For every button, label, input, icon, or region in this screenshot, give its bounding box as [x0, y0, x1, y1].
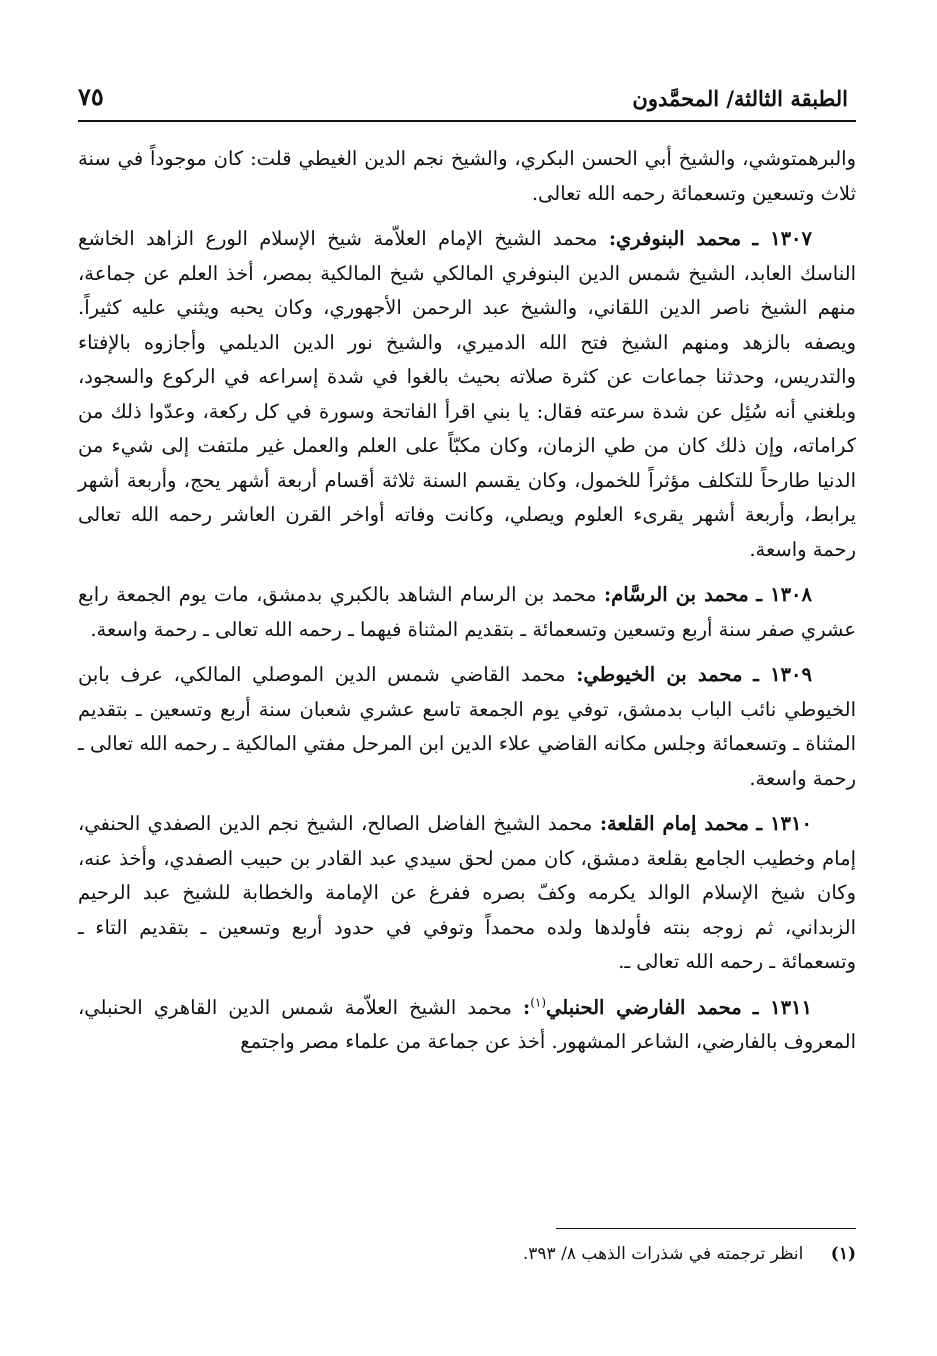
entry-number: ١٣١٠ ـ	[756, 812, 812, 835]
entry-text: محمد الشيخ العلاّمة شمس الدين القاهري الحنبلي، المعروف بالفارضي، الشاعر المشهور. أخذ عن جماعة من علماء مصر واجتمع	[78, 995, 856, 1053]
page-header	[78, 70, 856, 118]
entry-name: محمد بن الرسَّام:	[603, 583, 749, 606]
entry-1309	[78, 658, 856, 796]
footnote	[78, 1240, 856, 1268]
entry-number: ١٣٠٩ ـ	[753, 663, 812, 686]
entry-1311	[78, 991, 856, 1060]
entry-name-colon: :	[522, 995, 531, 1019]
footnote-text: انظر ترجمته في شذرات الذهب ٨/ ٣٩٣.	[522, 1244, 804, 1264]
entry-name: محمد بن الخيوطي:	[576, 663, 743, 686]
entry-name: محمد الفارضي الحنبلي	[546, 995, 742, 1019]
entry-text: محمد الشيخ الإمام العلاّمة شيخ الإسلام الورع الزاهد الخاشع الناسك العابد، الشيخ شمس الدين البنوفري المالكي شيخ المالكية بمصر، أخذ العلم عن جماعة، منهم الشيخ ناصر الدين اللقاني، والشيخ عبد الرحمن الأجهوري، وكان يحبه ويثني عليه كثيراً. ويصفه بالزهد ومنهم الشيخ فتح الله الدميري، والشيخ نور الدين الديلمي وأجازوه بالإفتاء والتدريس، وحدثنا جماعات عن كثرة صلاته بحيث بالغوا في شدة إسراعه في الركوع والسجود، وبلغني أنه سُئِل عن شدة سرعته فقال: يا بني اقرأ الفاتحة وسورة في كل ركعة، وعدّوا ذلك من كراماته، وإن ذلك كان من طي الزمان، وكان مكبّاً على العلم والعمل غير ملتفت إلى شيء من الدنيا طارحاً للتكلف مؤثراً للخمول، وكان يقسم السنة ثلاثة أقسام أربعة أشهر يحج، وأربعة أشهر يرابط، وأربعة أشهر يقرىء العلوم ويصلي، وكانت وفاته أواخر القرن العاشر رحمه الله تعالى رحمة واسعة.	[78, 227, 856, 561]
entry-name: محمد إمام القلعة:	[599, 812, 749, 835]
footnote-reference[interactable]: (١)	[530, 995, 547, 1009]
header-rule	[78, 120, 856, 122]
entry-text: محمد القاضي شمس الدين الموصلي المالكي، عرف بابن الخيوطي نائب الباب بدمشق، توفي يوم الجمعة تاسع عشري شعبان سنة أربع وتسعين ـ بتقديم المثناة ـ وتسعمائة وجلس مكانه القاضي علاء الدين ابن المرحل مفتي المالكية ـ رحمه الله تعالى ـ رحمة واسعة.	[78, 663, 856, 790]
entry-number: ١٣١١ ـ	[752, 995, 812, 1019]
entry-1307	[78, 222, 856, 567]
entry-text: محمد الشيخ الفاضل الصالح، الشيخ نجم الدين الصفدي الحنفي، إمام وخطيب الجامع بقلعة دمشق، كان ممن لحق سيدي عبد القادر بن حبيب الصفدي، وأخذ عنه، وكان شيخ الإسلام الوالد يكرمه وكفّ بصره ففرغ عن الإمامة والخطابة للشيخ عبد الرحيم الزبداني، ثم زوجه بنته فأولدها ولده محمداً وتوفي في حدود أربع وتسعين ـ بتقديم التاء ـ وتسعمائة ـ رحمه الله تعالى ـ.	[78, 812, 856, 973]
entry-1310	[78, 807, 856, 980]
entry-name: محمد البنوفري:	[608, 227, 742, 250]
footnote-marker: (١)	[830, 1244, 856, 1264]
entry-number: ١٣٠٧ ـ	[752, 227, 812, 250]
running-title: الطبقة الثالثة/ المحمَّدون	[632, 86, 848, 111]
page-body	[78, 142, 856, 1071]
entry-1308	[78, 578, 856, 647]
entry-text: محمد بن الرسام الشاهد بالكبري بدمشق، مات يوم الجمعة رابع عشري صفر سنة أربع وتسعين وتسعمائة ـ بتقديم المثناة فيهما ـ رحمه الله تعالى ـ رحمة واسعة.	[78, 583, 856, 641]
page-number: ٧٥	[78, 82, 104, 111]
entry-number: ١٣٠٨ ـ	[756, 583, 812, 606]
paragraph-text: والبرهمتوشي، والشيخ أبي الحسن البكري، والشيخ نجم الدين الغيطي قلت: كان موجوداً في سنة ثلاث وتسعين وتسعمائة رحمه الله تعالى.	[78, 147, 856, 205]
book-page	[78, 70, 856, 1330]
paragraph-continuation	[78, 142, 856, 211]
footnote-rule	[556, 1228, 856, 1229]
